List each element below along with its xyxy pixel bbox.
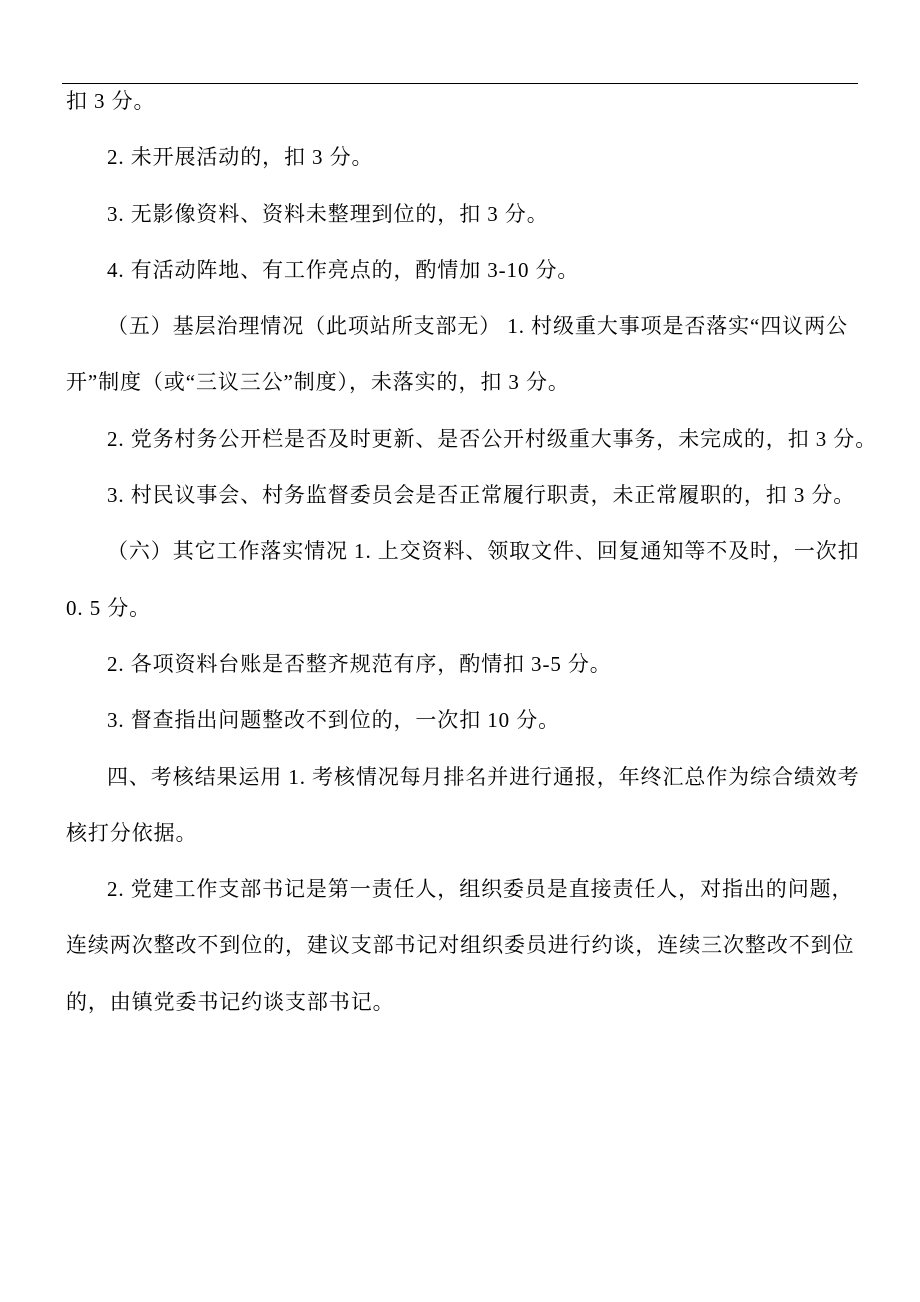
text-line: 0. 5 分。 bbox=[66, 595, 152, 620]
text-line: （六）其它工作落实情况 1. 上交资料、领取文件、回复通知等不及时，一次扣 bbox=[107, 539, 860, 564]
paragraph bbox=[66, 749, 866, 862]
text-line: 扣 3 分。 bbox=[66, 89, 156, 113]
text-line: 四、考核结果运用 1. 考核情况每月排名并进行通报，年终汇总作为综合绩效考 bbox=[107, 764, 860, 789]
text-line: 连续两次整改不到位的，建议支部书记对组织委员进行约谈，连续三次整改不到位 bbox=[66, 933, 855, 958]
text-line: （五）基层治理情况（此项站所支部无） 1. 村级重大事项是否落实“四议两公 bbox=[107, 314, 848, 339]
text-line: 2. 未开展活动的，扣 3 分。 bbox=[107, 145, 374, 170]
text-line: 3. 无影像资料、资料未整理到位的，扣 3 分。 bbox=[107, 201, 549, 226]
paragraph bbox=[66, 129, 866, 185]
text-line: 2. 党建工作支部书记是第一责任人，组织委员是直接责任人，对指出的问题， bbox=[107, 877, 854, 902]
paragraph bbox=[66, 298, 866, 411]
text-line: 4. 有活动阵地、有工作亮点的，酌情加 3-10 分。 bbox=[107, 257, 580, 282]
paragraph bbox=[66, 186, 866, 242]
text-line: 的，由镇党委书记约谈支部书记。 bbox=[66, 989, 395, 1014]
text-line: 开”制度（或“三议三公”制度），未落实的，扣 3 分。 bbox=[66, 370, 570, 395]
paragraph bbox=[66, 411, 878, 467]
text-line: 3. 村民议事会、村务监督委员会是否正常履行职责，未正常履职的，扣 3 分。 bbox=[107, 483, 856, 508]
paragraph bbox=[66, 242, 866, 298]
text-line: 2. 各项资料台账是否整齐规范有序，酌情扣 3-5 分。 bbox=[107, 651, 612, 676]
text-line: 2. 党务村务公开栏是否及时更新、是否公开村级重大事务，未完成的，扣 3 分。 bbox=[107, 426, 878, 451]
paragraph bbox=[66, 636, 866, 692]
paragraph bbox=[66, 73, 866, 129]
paragraph bbox=[66, 692, 866, 748]
paragraph bbox=[66, 523, 866, 636]
paragraph bbox=[66, 467, 866, 523]
document-body bbox=[66, 73, 878, 1030]
text-line: 3. 督查指出问题整改不到位的，一次扣 10 分。 bbox=[107, 708, 560, 733]
text-line: 核打分依据。 bbox=[66, 820, 198, 845]
paragraph bbox=[66, 861, 866, 1030]
